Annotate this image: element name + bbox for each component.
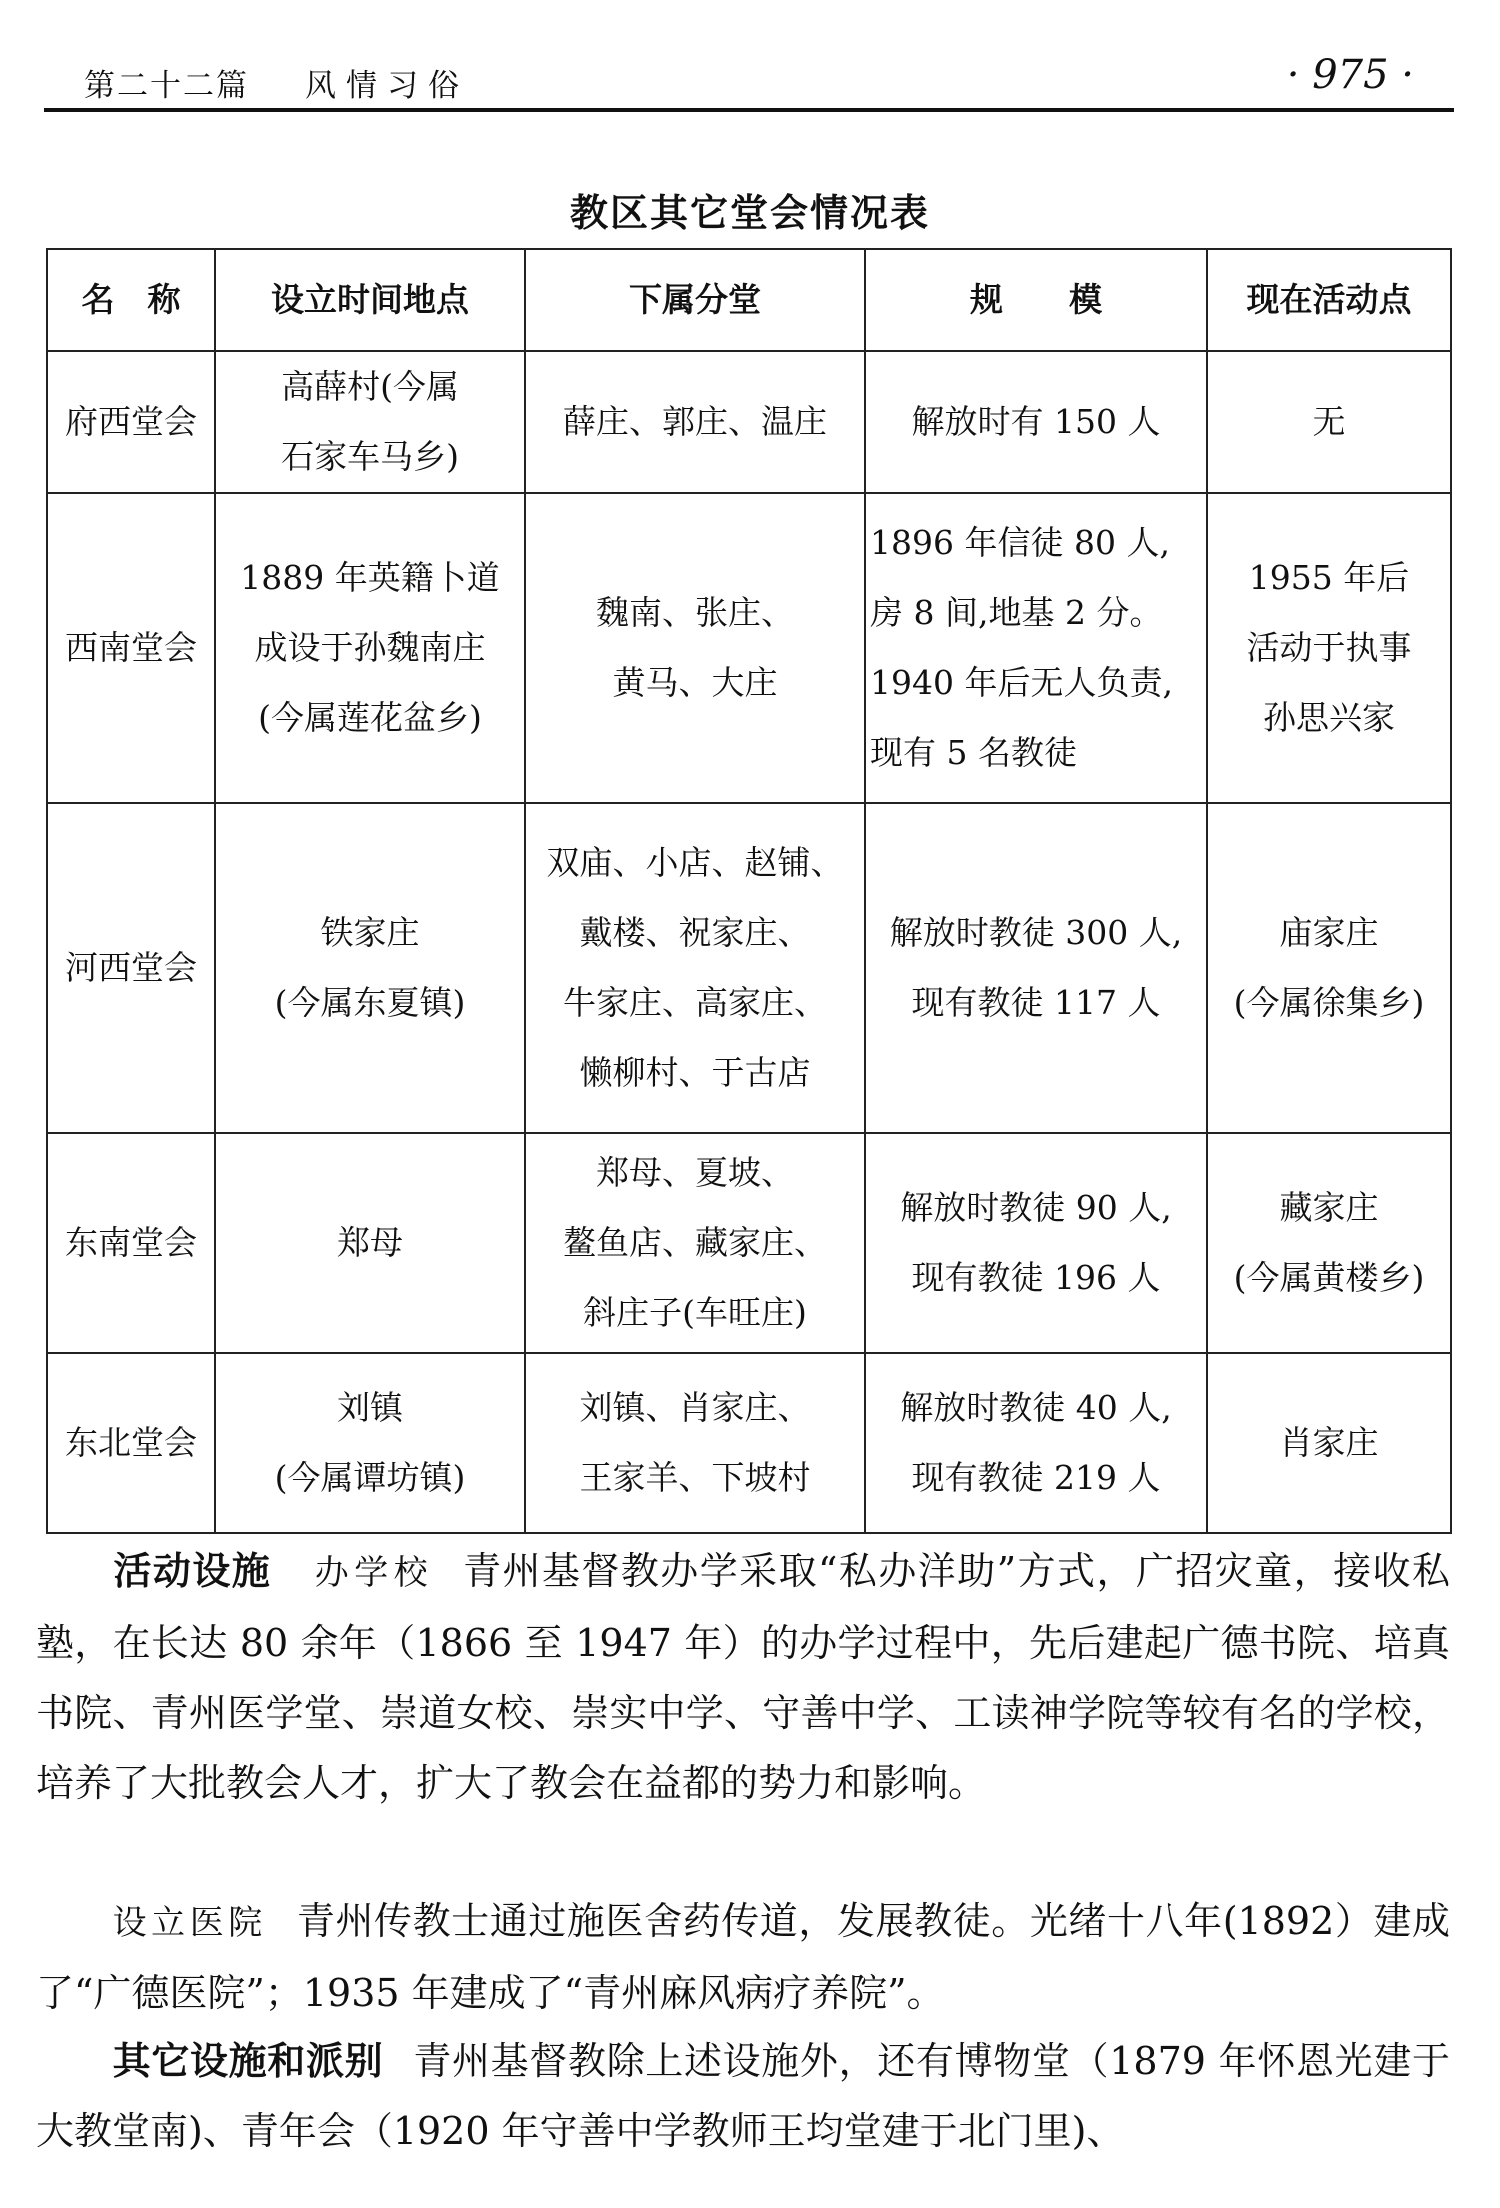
cell-line: 府西堂会	[65, 402, 197, 441]
table-cell-scale	[865, 493, 1207, 803]
cell-line: (今属徐集乡)	[1233, 983, 1425, 1022]
paragraph-other-facilities	[36, 2026, 1450, 2166]
table-row	[47, 1353, 1451, 1533]
cell-line: 郑母	[337, 1223, 403, 1262]
cell-line: 解放时有 150 人	[911, 402, 1161, 441]
church-table	[46, 248, 1452, 1534]
chapter-label: 第二十二篇	[84, 68, 249, 104]
cell-line: 现有 5 名教徒	[870, 733, 1077, 772]
table-cell-founded	[215, 1133, 525, 1353]
paragraph-heading: 其它设施和派别	[112, 2039, 384, 2083]
cell-line: (今属东夏镇)	[274, 983, 466, 1022]
table-row	[47, 351, 1451, 493]
cell-line: 高薛村(今属	[281, 367, 459, 406]
table-cell-current	[1207, 351, 1451, 493]
table-cell-founded	[215, 351, 525, 493]
header-rule	[44, 108, 1454, 112]
cell-line: 东南堂会	[65, 1223, 197, 1262]
cell-line: 黄马、大庄	[612, 663, 778, 702]
paragraph-activities	[36, 1536, 1450, 1818]
cell-line: 鳌鱼店、藏家庄、	[563, 1223, 827, 1262]
table-title: 教区其它堂会情况表	[569, 191, 930, 235]
cell-line: 解放时教徒 300 人,	[889, 913, 1183, 952]
column-header: 设立时间地点	[215, 249, 525, 351]
cell-line: 解放时教徒 40 人,	[900, 1388, 1172, 1427]
table-cell-current	[1207, 803, 1451, 1133]
page-header	[44, 52, 1454, 112]
cell-line: 1896 年信徒 80 人,	[870, 523, 1170, 562]
table-cell-scale	[865, 1353, 1207, 1533]
cell-line: 郑母、夏坡、	[596, 1153, 794, 1192]
section-label: 风情习俗	[305, 68, 469, 104]
cell-line: 无	[1312, 402, 1346, 441]
table-cell-name	[47, 493, 215, 803]
column-header: 名 称	[47, 249, 215, 351]
table-cell-current	[1207, 1133, 1451, 1353]
table-cell-branches	[525, 1353, 865, 1533]
table-cell-name	[47, 1133, 215, 1353]
cell-line: 1889 年英籍卜道	[240, 558, 500, 597]
cell-line: 现有教徒 196 人	[911, 1258, 1161, 1297]
cell-line: 王家羊、下坡村	[579, 1458, 811, 1497]
cell-line: 石家车马乡)	[281, 437, 459, 476]
cell-line: 铁家庄	[320, 913, 420, 952]
cell-line: (今属莲花盆乡)	[258, 698, 482, 737]
cell-line: 刘镇	[337, 1388, 403, 1427]
running-head	[84, 60, 469, 105]
paragraph-subheading: 设立医院	[112, 1903, 267, 1943]
table-cell-founded	[215, 493, 525, 803]
table-cell-founded	[215, 1353, 525, 1533]
cell-line: 解放时教徒 90 人,	[900, 1188, 1172, 1227]
table-cell-current	[1207, 1353, 1451, 1533]
column-header: 规 模	[865, 249, 1207, 351]
cell-line: 庙家庄	[1279, 913, 1379, 952]
cell-line: 戴楼、祝家庄、	[579, 913, 811, 952]
cell-line: 活动于执事	[1246, 628, 1412, 667]
table-cell-scale	[865, 1133, 1207, 1353]
cell-line: 魏南、张庄、	[596, 593, 794, 632]
column-header: 现在活动点	[1207, 249, 1451, 351]
page-number: · 975 ·	[1286, 52, 1414, 98]
paragraph-text: 青州基督教办学采取“私办洋助”方式，广招灾童，接收私塾，在长达 80 余年（1866 至 1947 年）的办学过程中，先后建起广德书院、培真书院、青州医学堂、崇道女校、崇实中学、守善中学、工读神学院等较有名的学校，培养了大批教会人才，扩大了教会在益都的势力和影响。	[36, 1549, 1450, 1805]
table-cell-founded	[215, 803, 525, 1133]
cell-line: 现有教徒 117 人	[911, 983, 1161, 1022]
cell-line: 东北堂会	[65, 1423, 197, 1462]
table-cell-name	[47, 803, 215, 1133]
table-cell-branches	[525, 1133, 865, 1353]
paragraph-text: 青州传教士通过施医舍药传道，发展教徒。光绪十八年(1892）建成了“广德医院”；1935 年建成了“青州麻风病疗养院”。	[36, 1899, 1450, 2015]
cell-line: 斜庄子(车旺庄)	[583, 1293, 807, 1332]
cell-line: 西南堂会	[65, 628, 197, 667]
table-cell-branches	[525, 351, 865, 493]
table-cell-current	[1207, 493, 1451, 803]
paragraph-subheading: 办学校	[314, 1553, 434, 1593]
cell-line: 河西堂会	[65, 948, 197, 987]
cell-line: 刘镇、肖家庄、	[579, 1388, 811, 1427]
cell-line: 双庙、小店、赵铺、	[546, 843, 844, 882]
table-cell-scale	[865, 803, 1207, 1133]
cell-line: 孙思兴家	[1263, 698, 1395, 737]
cell-line: 1955 年后	[1248, 558, 1410, 597]
table-cell-branches	[525, 493, 865, 803]
table-row	[47, 1133, 1451, 1353]
cell-line: 现有教徒 219 人	[911, 1458, 1161, 1497]
cell-line: (今属谭坊镇)	[274, 1458, 466, 1497]
table-row	[47, 803, 1451, 1133]
paragraph-heading: 活动设施	[112, 1549, 272, 1593]
paragraph-text: 青州基督教除上述设施外，还有博物堂（1879 年怀恩光建于大教堂南)、青年会（1920 年守善中学教师王均堂建于北门里)、	[36, 2039, 1450, 2153]
table-cell-branches	[525, 803, 865, 1133]
table-cell-name	[47, 351, 215, 493]
table-body	[47, 351, 1451, 1533]
cell-line: 肖家庄	[1279, 1423, 1379, 1462]
table-cell-scale	[865, 351, 1207, 493]
paragraph-hospital	[36, 1886, 1450, 2028]
cell-line: (今属黄楼乡)	[1233, 1258, 1425, 1297]
cell-line: 藏家庄	[1279, 1188, 1379, 1227]
table-row	[47, 493, 1451, 803]
cell-line: 房 8 间,地基 2 分。	[870, 593, 1163, 632]
column-header: 下属分堂	[525, 249, 865, 351]
cell-line: 懒柳村、于古店	[579, 1053, 811, 1092]
cell-line: 成设于孙魏南庄	[254, 628, 486, 667]
table-cell-name	[47, 1353, 215, 1533]
cell-line: 1940 年后无人负责,	[870, 663, 1173, 702]
cell-line: 牛家庄、高家庄、	[563, 983, 827, 1022]
cell-line: 薛庄、郭庄、温庄	[563, 402, 827, 441]
table-header-row	[47, 249, 1451, 351]
